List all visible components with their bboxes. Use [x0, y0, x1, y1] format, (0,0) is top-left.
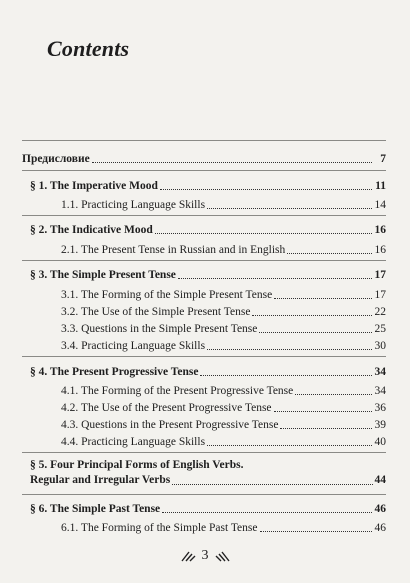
- toc-entry-subsection[interactable]: [61, 320, 386, 336]
- leader-dots: [172, 484, 372, 485]
- entry-page: 34: [374, 385, 386, 397]
- entry-label: 6.1. The Forming of the Simple Past Tense: [61, 522, 258, 534]
- entry-label: § 1. The Imperative Mood: [30, 180, 158, 192]
- leader-dots: [295, 394, 372, 395]
- entry-page: 34: [374, 366, 386, 378]
- entry-label: 3.4. Practicing Language Skills: [61, 340, 206, 352]
- divider: [22, 140, 386, 141]
- leader-dots: [207, 208, 372, 209]
- leader-dots: [160, 189, 372, 190]
- leader-dots: [260, 531, 373, 532]
- leader-dots: [259, 332, 372, 333]
- entry-page: 25: [374, 323, 386, 335]
- divider: [22, 215, 386, 216]
- toc-entry-subsection[interactable]: [61, 519, 386, 535]
- toc-entry-preface[interactable]: [22, 150, 386, 166]
- entry-page: 14: [374, 199, 386, 211]
- entry-label: § 4. The Present Progressive Tense: [30, 366, 199, 378]
- entry-label: § 2. The Indicative Mood: [30, 224, 153, 236]
- toc-entry-section[interactable]: [30, 500, 386, 516]
- toc-entry-section[interactable]: [30, 458, 386, 488]
- leader-dots: [280, 428, 372, 429]
- entry-page: 40: [374, 436, 386, 448]
- entry-page: 17: [374, 269, 386, 281]
- leader-dots: [155, 233, 372, 234]
- entry-page: 22: [374, 306, 386, 318]
- entry-label: 3.2. The Use of the Simple Present Tense: [61, 306, 251, 318]
- toc-entry-section[interactable]: [30, 177, 386, 193]
- entry-page: 17: [374, 289, 386, 301]
- divider: [22, 260, 386, 261]
- toc-entry-subsection[interactable]: [61, 433, 386, 449]
- left-ornament-icon: [180, 550, 198, 562]
- page-footer: [0, 548, 410, 564]
- entry-page: 44: [374, 474, 386, 486]
- divider: [22, 356, 386, 357]
- toc-entry-subsection[interactable]: [61, 196, 386, 212]
- entry-label: Regular and Irregular Verbs: [30, 474, 171, 486]
- entry-page: 7: [380, 153, 386, 165]
- toc-entry-section[interactable]: [30, 221, 386, 237]
- entry-page: 16: [374, 224, 386, 236]
- entry-label: 4.1. The Forming of the Present Progressive Tense: [61, 385, 294, 397]
- entry-label: § 6. The Simple Past Tense: [30, 503, 161, 515]
- entry-page: 36: [374, 402, 386, 414]
- page-title: Contents: [47, 36, 130, 61]
- entry-page: 46: [374, 522, 386, 534]
- entry-page: 39: [374, 419, 386, 431]
- entry-label: 4.2. The Use of the Present Progressive Tense: [61, 402, 272, 414]
- divider: [22, 494, 386, 495]
- divider: [22, 170, 386, 171]
- toc-entry-subsection[interactable]: [61, 337, 386, 353]
- entry-label: Предисловие: [22, 153, 90, 165]
- divider: [22, 452, 386, 453]
- leader-dots: [200, 375, 372, 376]
- leader-dots: [252, 315, 372, 316]
- toc-entry-subsection[interactable]: [61, 416, 386, 432]
- page-number: 3: [201, 548, 209, 563]
- toc-entry-subsection[interactable]: [61, 286, 386, 302]
- entry-page: 46: [374, 503, 386, 515]
- entry-label: § 3. The Simple Present Tense: [30, 269, 176, 281]
- leader-dots: [92, 162, 372, 163]
- entry-label: 3.3. Questions in the Simple Present Tense: [61, 323, 258, 335]
- entry-label: 2.1. The Present Tense in Russian and in English: [61, 244, 286, 256]
- entry-label: 1.1. Practicing Language Skills: [61, 199, 206, 211]
- entry-label: 4.3. Questions in the Present Progressive Tense: [61, 419, 279, 431]
- toc-entry-section[interactable]: [30, 266, 386, 282]
- right-ornament-icon: [213, 550, 231, 562]
- entry-page: 16: [374, 244, 386, 256]
- leader-dots: [287, 253, 372, 254]
- leader-dots: [207, 349, 372, 350]
- entry-label: 3.1. The Forming of the Simple Present Tense: [61, 289, 273, 301]
- leader-dots: [274, 298, 372, 299]
- leader-dots: [162, 512, 372, 513]
- entry-label: § 5. Four Principal Forms of English Verbs.: [30, 459, 244, 471]
- toc-entry-subsection[interactable]: [61, 399, 386, 415]
- toc-entry-subsection[interactable]: [61, 303, 386, 319]
- leader-dots: [274, 411, 372, 412]
- toc-entry-section[interactable]: [30, 363, 386, 379]
- entry-page: 30: [374, 340, 386, 352]
- toc-entry-subsection[interactable]: [61, 382, 386, 398]
- entry-label: 4.4. Practicing Language Skills: [61, 436, 206, 448]
- toc-entry-subsection[interactable]: [61, 241, 386, 257]
- leader-dots: [207, 445, 372, 446]
- leader-dots: [178, 278, 372, 279]
- entry-page: 11: [375, 180, 386, 192]
